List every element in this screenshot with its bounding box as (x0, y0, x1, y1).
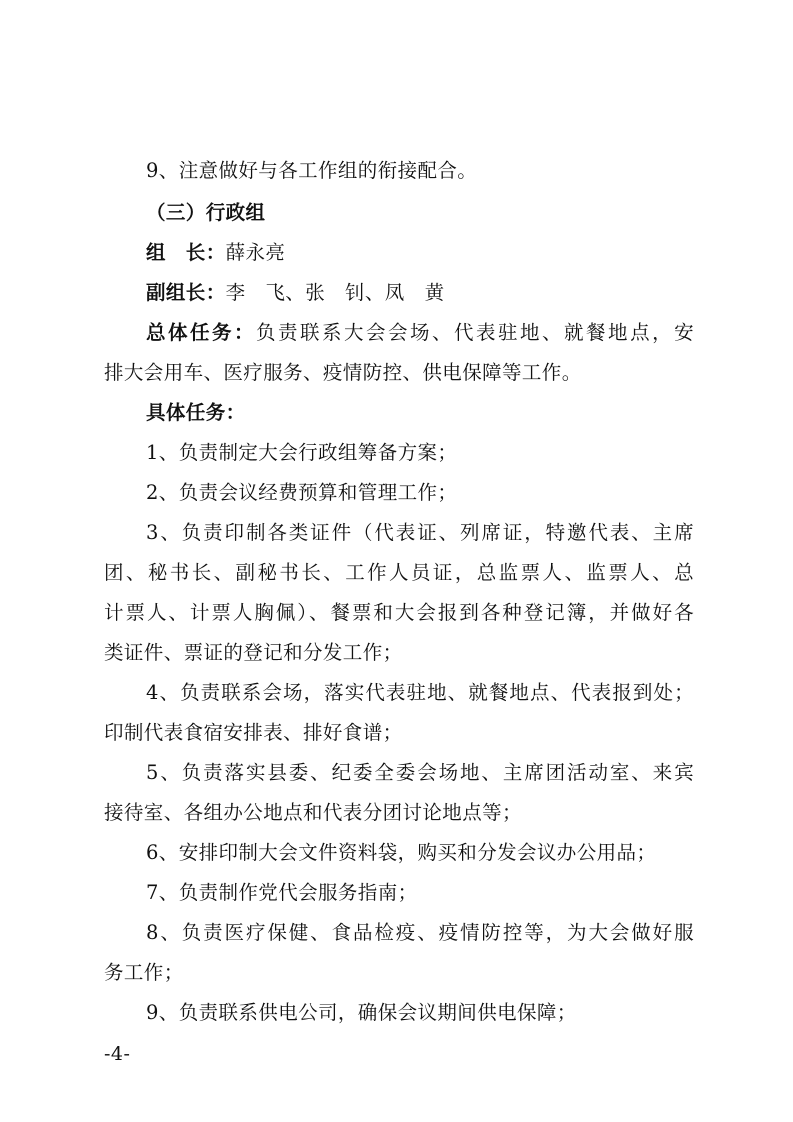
task-item-6: 6、安排印制大会文件资料袋，购买和分发会议办公用品； (146, 841, 657, 864)
specific-tasks-heading: 具体任务： (146, 401, 246, 424)
task-item-3: 3、负责印制各类证件（代表证、列席证，特邀代表、主席 (146, 521, 694, 544)
task-item-5-cont: 接待室、各组办公地点和代表分团讨论地点等； (104, 801, 522, 824)
task-item-4: 4、负责联系会场，落实代表驻地、就餐地点、代表报到处； (146, 681, 694, 704)
task-item-3-cont-1: 团、秘书长、副秘书长、工作人员证，总监票人、监票人、总 (104, 561, 694, 584)
task-item-9-coordination: 9、注意做好与各工作组的衔接配合。 (146, 159, 478, 182)
task-item-8: 8、负责医疗保健、食品检疫、疫情防控等，为大会做好服 (146, 921, 694, 944)
task-item-2: 2、负责会议经费预算和管理工作； (146, 481, 458, 504)
group-leader-label: 组 长： (146, 241, 226, 264)
task-item-9: 9、负责联系供电公司，确保会议期间供电保障； (146, 1001, 577, 1024)
task-item-5: 5、负责落实县委、纪委全委会场地、主席团活动室、来宾 (146, 761, 694, 784)
task-item-1: 1、负责制定大会行政组筹备方案； (146, 441, 458, 464)
deputy-leader-line (146, 278, 694, 308)
overall-task-text: 负责联系大会会场、代表驻地、就餐地点，安 (256, 321, 694, 344)
task-item-3-cont-3: 类证件、票证的登记和分发工作； (104, 641, 403, 664)
page-number: -4- (104, 1043, 131, 1065)
section-heading-admin-group: （三）行政组 (146, 201, 266, 224)
overall-task-line (146, 318, 694, 348)
group-leader-name: 薛永亮 (225, 241, 286, 264)
task-item-4-cont: 印制代表食宿安排表、排好食谱； (104, 721, 403, 744)
task-item-7: 7、负责制作党代会服务指南； (146, 881, 418, 904)
task-item-3-cont-2: 计票人、计票人胸佩）、餐票和大会报到各种登记簿，并做好各 (104, 601, 694, 624)
group-leader-line (146, 238, 694, 268)
overall-task-continued: 排大会用车、医疗服务、疫情防控、供电保障等工作。 (104, 361, 582, 384)
deputy-leader-label: 副组长： (146, 281, 226, 304)
task-item-8-cont: 务工作； (104, 961, 184, 984)
deputy-leader-names: 李 飞、张 钊、凤 黄 (225, 281, 445, 304)
overall-task-label: 总体任务： (146, 321, 257, 344)
